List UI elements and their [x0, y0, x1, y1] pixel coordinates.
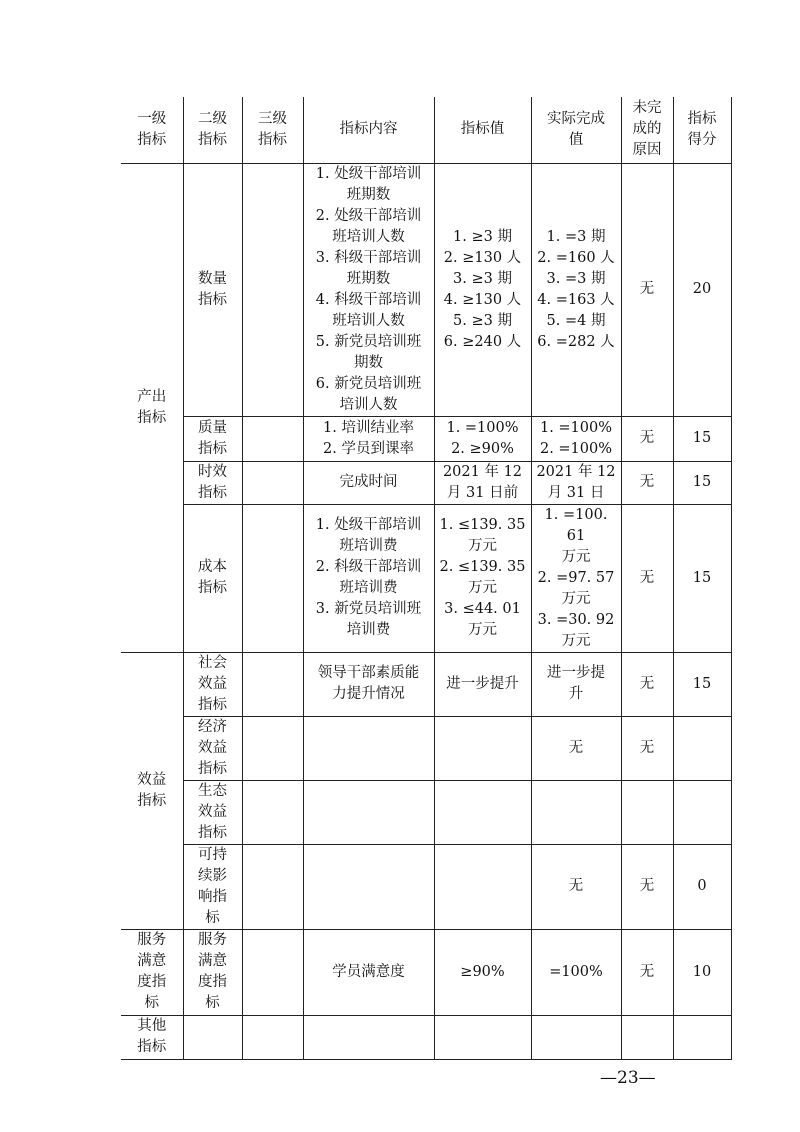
header-actual: 实际完成 值: [531, 97, 621, 163]
quantity-reason: 无: [621, 163, 673, 416]
timeliness-reason: 无: [621, 461, 673, 504]
cost-actual: 1. =100. 61 万元 2. =97. 57 万元 3. =30. 92 万元: [531, 504, 621, 652]
ecological-benefit-value: [434, 780, 531, 844]
header-level2: 二级 指标: [183, 97, 242, 163]
level3-cell: [242, 780, 303, 844]
table-row: [121, 1015, 731, 1059]
ecological-benefit-content: [303, 780, 434, 844]
table-row: [121, 504, 731, 652]
social-benefit-reason: 无: [621, 652, 673, 716]
service-value: ≥90%: [434, 929, 531, 1015]
output-indicator-label: 产出 指标: [121, 163, 183, 652]
service-score: 10: [673, 929, 731, 1015]
table-row: [121, 416, 731, 461]
cost-content: 1. 处级干部培训 班培训费 2. 科级干部培训 班培训费 3. 新党员培训班 培训费: [303, 504, 434, 652]
quality-content: 1. 培训结业率 2. 学员到课率: [303, 416, 434, 461]
header-reason: 未完 成的 原因: [621, 97, 673, 163]
level3-cell: [242, 416, 303, 461]
quality-score: 15: [673, 416, 731, 461]
timeliness-actual: 2021 年 12 月 31 日: [531, 461, 621, 504]
level3-cell: [242, 1015, 303, 1059]
cost-value: 1. ≤139. 35 万元 2. ≤139. 35 万元 3. ≤44. 01 万元: [434, 504, 531, 652]
service-content: 学员满意度: [303, 929, 434, 1015]
page-number: —23—: [600, 1068, 656, 1088]
sustainable-impact-reason: 无: [621, 844, 673, 929]
header-level3: 三级 指标: [242, 97, 303, 163]
ecological-benefit-actual: [531, 780, 621, 844]
level3-cell: [242, 929, 303, 1015]
sustainable-impact-label: 可持 续影 响指 标: [183, 844, 242, 929]
quality-actual: 1. =100% 2. =100%: [531, 416, 621, 461]
ecological-benefit-label: 生态 效益 指标: [183, 780, 242, 844]
benefit-indicator-label: 效益 指标: [121, 652, 183, 929]
service-reason: 无: [621, 929, 673, 1015]
social-benefit-score: 15: [673, 652, 731, 716]
service-satisfaction-label: 服务 满意 度指 标: [183, 929, 242, 1015]
social-benefit-label: 社会 效益 指标: [183, 652, 242, 716]
header-level1: 一级 指标: [121, 97, 183, 163]
cost-score: 15: [673, 504, 731, 652]
performance-indicator-table: [121, 97, 732, 1060]
timeliness-content: 完成时间: [303, 461, 434, 504]
timeliness-score: 15: [673, 461, 731, 504]
level3-cell: [242, 844, 303, 929]
level3-cell: [242, 716, 303, 780]
level3-cell: [242, 461, 303, 504]
quantity-value: 1. ≥3 期 2. ≥130 人 3. ≥3 期 4. ≥130 人 5. ≥3 期 6. ≥240 人: [434, 163, 531, 416]
empty-cell: [434, 1015, 531, 1059]
empty-cell: [183, 1015, 242, 1059]
sustainable-impact-actual: 无: [531, 844, 621, 929]
quantity-indicator-label: 数量 指标: [183, 163, 242, 416]
timeliness-value: 2021 年 12 月 31 日前: [434, 461, 531, 504]
level3-cell: [242, 652, 303, 716]
table-row: [121, 844, 731, 929]
empty-cell: [621, 1015, 673, 1059]
quality-value: 1. =100% 2. ≥90%: [434, 416, 531, 461]
cost-indicator-label: 成本 指标: [183, 504, 242, 652]
level3-cell: [242, 504, 303, 652]
service-indicator-label: 服务 满意 度指 标: [121, 929, 183, 1015]
economic-benefit-actual: 无: [531, 716, 621, 780]
economic-benefit-value: [434, 716, 531, 780]
quality-reason: 无: [621, 416, 673, 461]
quantity-actual: 1. =3 期 2. =160 人 3. =3 期 4. =163 人 5. =4 期 6. =282 人: [531, 163, 621, 416]
economic-benefit-reason: 无: [621, 716, 673, 780]
table-row: [121, 929, 731, 1015]
ecological-benefit-reason: [621, 780, 673, 844]
timeliness-indicator-label: 时效 指标: [183, 461, 242, 504]
header-score: 指标 得分: [673, 97, 731, 163]
table-row: [121, 716, 731, 780]
economic-benefit-content: [303, 716, 434, 780]
table-row: [121, 652, 731, 716]
header-content: 指标内容: [303, 97, 434, 163]
table-row: [121, 780, 731, 844]
service-actual: =100%: [531, 929, 621, 1015]
empty-cell: [673, 1015, 731, 1059]
social-benefit-content: 领导干部素质能 力提升情况: [303, 652, 434, 716]
empty-cell: [531, 1015, 621, 1059]
cost-reason: 无: [621, 504, 673, 652]
level3-cell: [242, 163, 303, 416]
economic-benefit-label: 经济 效益 指标: [183, 716, 242, 780]
other-indicator-label: 其他 指标: [121, 1015, 183, 1059]
quantity-content: 1. 处级干部培训 班期数 2. 处级干部培训 班培训人数 3. 科级干部培训 班期数 4. 科级干部培训 班培训人数 5. 新党员培训班 期数 6. 新党员培训班 培训人数: [303, 163, 434, 416]
header-row: [121, 97, 731, 163]
economic-benefit-score: [673, 716, 731, 780]
sustainable-impact-score: 0: [673, 844, 731, 929]
table-row: [121, 461, 731, 504]
header-value: 指标值: [434, 97, 531, 163]
quality-indicator-label: 质量 指标: [183, 416, 242, 461]
ecological-benefit-score: [673, 780, 731, 844]
social-benefit-actual: 进一步提 升: [531, 652, 621, 716]
sustainable-impact-content: [303, 844, 434, 929]
social-benefit-value: 进一步提升: [434, 652, 531, 716]
table-row: [121, 163, 731, 416]
empty-cell: [303, 1015, 434, 1059]
sustainable-impact-value: [434, 844, 531, 929]
quantity-score: 20: [673, 163, 731, 416]
